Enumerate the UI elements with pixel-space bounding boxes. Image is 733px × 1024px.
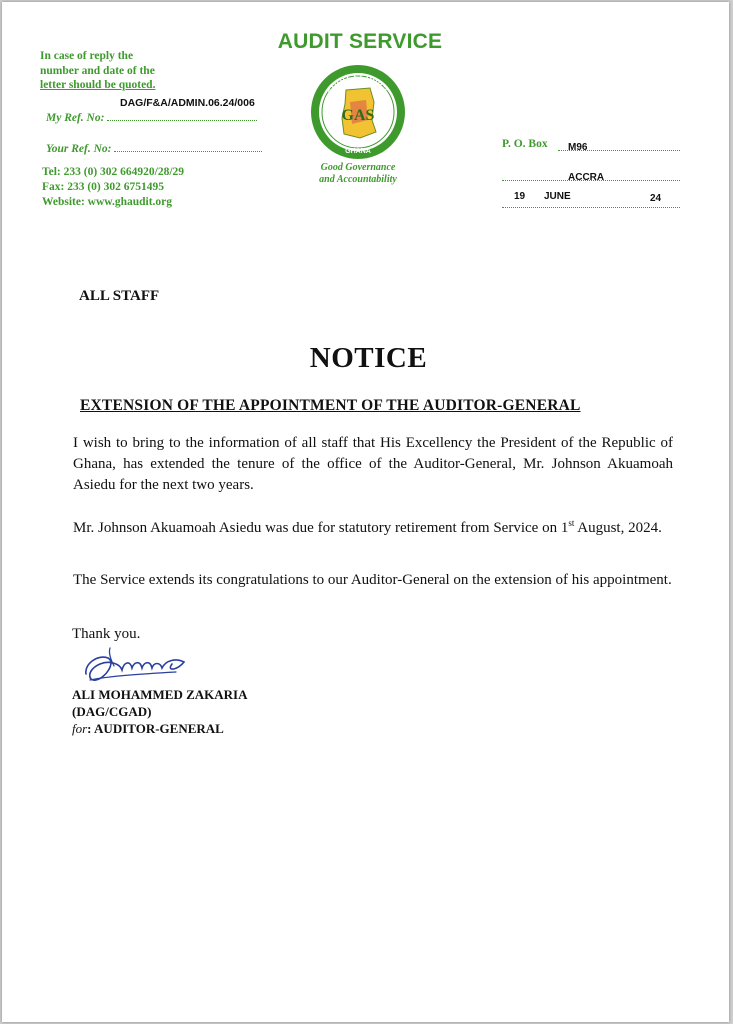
motto-line: and Accountability <box>319 174 397 185</box>
signatory-name: ALI MOHAMMED ZAKARIA <box>72 687 248 702</box>
date-month: JUNE <box>544 191 571 202</box>
seal-bottom-text: GHANA <box>345 148 371 155</box>
paragraph: The Service extends its congratulations to our Auditor-General on the extension of his appointment. <box>73 572 672 588</box>
city-field <box>502 167 680 181</box>
city-value: ACCRA <box>568 172 605 183</box>
motto <box>298 162 418 186</box>
for-label: for <box>72 721 88 736</box>
reply-instruction <box>40 49 220 93</box>
paragraph-text: August, 2024. <box>574 520 662 536</box>
po-box-field <box>558 137 680 151</box>
org-name: AUDIT SERVICE <box>277 30 443 53</box>
reply-note-line: In case of reply the <box>40 50 134 62</box>
po-box-value: M96 <box>568 142 588 153</box>
letter-page <box>2 2 729 1022</box>
signatory-position: (DAG/CGAD) <box>72 704 152 719</box>
reply-note-line: number and date of the <box>40 64 155 77</box>
date-year: 24 <box>650 193 662 204</box>
telephone: Tel: 233 (0) 302 664920/28/29 <box>42 166 185 178</box>
notice-subject: EXTENSION OF THE APPOINTMENT OF THE AUDITOR-GENERAL <box>80 397 581 414</box>
date-field <box>502 191 680 208</box>
my-ref-field <box>46 110 257 124</box>
contact-info <box>42 165 184 210</box>
fax: Fax: 233 (0) 302 6751495 <box>42 181 165 193</box>
reply-note-line: letter should be quoted. <box>40 79 156 91</box>
date-day: 19 <box>514 191 526 202</box>
po-box-label: P. O. Box <box>502 138 548 150</box>
my-ref-label: My Ref. No: <box>46 112 105 124</box>
your-ref-field <box>46 141 262 155</box>
my-ref-value: DAG/F&A/ADMIN.06.24/006 <box>120 97 255 109</box>
seal-top-text: AUDIT SERVICE <box>324 71 392 97</box>
seal-initials: GAS <box>341 107 375 124</box>
closing: Thank you. <box>72 626 141 642</box>
signatory-capacity: for: AUDITOR-GENERAL <box>72 721 224 736</box>
paragraph <box>73 513 673 539</box>
notice-title: NOTICE <box>309 342 428 374</box>
paragraph: I wish to bring to the information of all staff that His Excellency the President of the Republic of Ghana, has extended the tenure of the office of the Auditor-General, Mr. Johnson Akuamoah Asiedu for the next two years. <box>73 435 673 493</box>
audit-service-seal-icon <box>308 62 408 162</box>
addressee: ALL STAFF <box>79 288 160 304</box>
signature-block <box>72 686 248 737</box>
ordinal-suffix: st <box>568 518 575 528</box>
signature-icon <box>80 640 200 692</box>
on-behalf-of: AUDITOR-GENERAL <box>94 721 224 736</box>
your-ref-label: Your Ref. No: <box>46 143 112 155</box>
dotted-line <box>114 141 262 152</box>
website: Website: www.ghaudit.org <box>42 196 173 208</box>
dotted-line <box>107 110 257 121</box>
motto-line: Good Governance <box>320 162 396 173</box>
paragraph-text: Mr. Johnson Akuamoah Asiedu was due for statutory retirement from Service on 1 <box>73 520 569 536</box>
